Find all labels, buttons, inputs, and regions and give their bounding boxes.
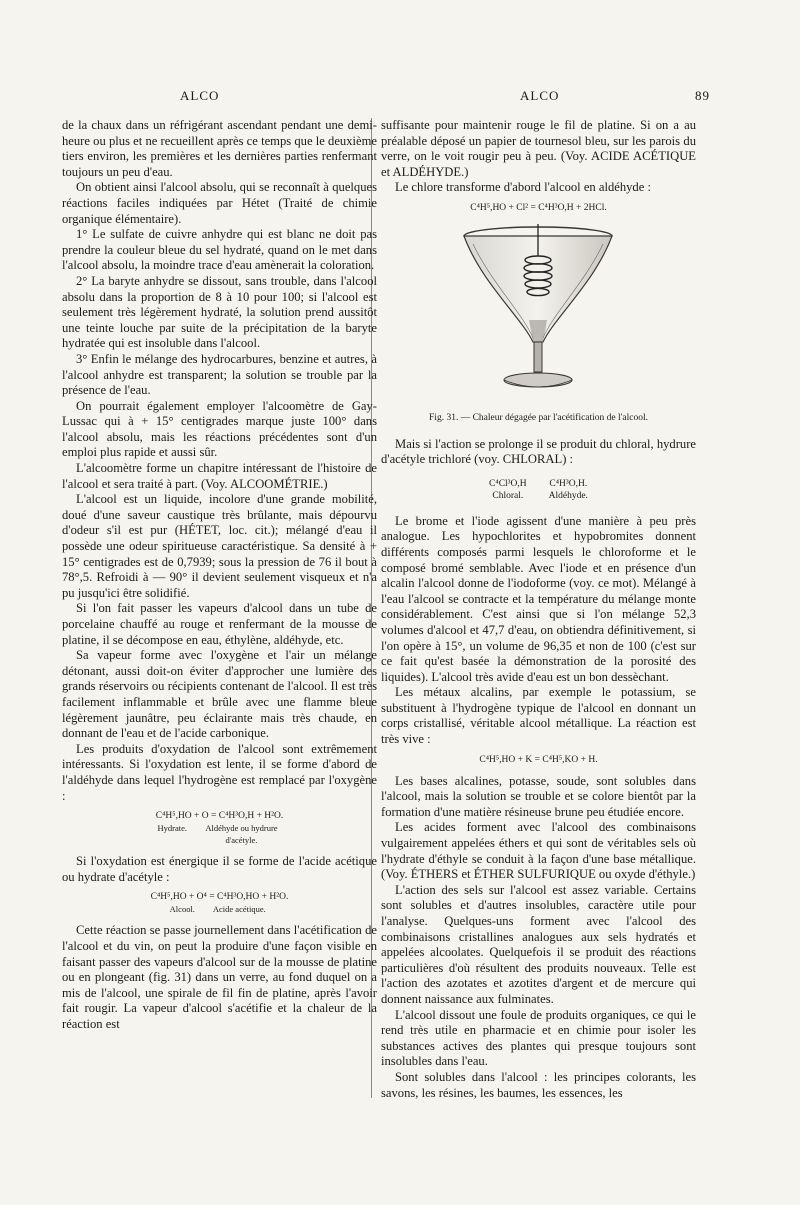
formula-aldehyde: [62, 810, 377, 846]
paragraph: Le chlore transforme d'abord l'alcool en aldéhyde :: [395, 180, 651, 195]
right-column: [381, 118, 696, 1101]
formula-line: C⁴H⁵,HO + O⁴ = C⁴H³O,HO + H²O.: [150, 892, 289, 903]
formula-acetic: [62, 891, 377, 915]
paragraph: Cette réaction se passe journellement dans l'acétification de l'alcool et du vin, on peut la produire d'une façon visible en faisant passer des vapeurs d'alcool sur de la mousse de platine ou en plongeant (fig. 31) dans un verre, au fond duquel on a mis de l'alcool, une spirale de fil fin de platine, après l'avoir fait rougir. La vapeur d'alcool s'acétifie et la chaleur de la réaction est: [62, 923, 377, 1031]
paragraph: L'action des sels sur l'alcool est assez variable. Certains sont solubles et d'autres insolubles, caractère utile pour l'analyse. Quelques-uns forment avec l'alcool des combinaisons cristallines analogues aux sels hydratés et appelées alcoolates. Quelquefois il se produit des réactions particulières d'où résultent des produits nouveaux. Telle est l'action des azotates et azotites d'argent et de mercure qui donnent naissance aux fulminates.: [381, 882, 696, 1006]
formula-label: Aldéhyde ou hydrure d'acétyle.: [205, 823, 278, 846]
paragraph: L'alcool est un liquide, incolore d'une grande mobilité, doué d'une saveur caustique très brûlante, mais dépourvu d'odeur s'il est pur (HÉTET, loc. cit.); mélangé d'eau il possède une odeur spiritueuse caractéristique. Sa densité à + 15° centigrades est de 0,7939; sous la pression de 76 il bout à 78°,5. Refroidi à — 90° il devient seulement visqueux et n'a pu jusqu'ici être solidifié.: [62, 492, 377, 600]
glass-with-platinum-spiral-illustration: [451, 222, 626, 402]
paragraph: Mais si l'action se prolonge il se produit du chloral, hydrure d'acétyle trichloré (voy. CHLORAL) :: [381, 436, 696, 467]
paragraph: Le brome et l'iode agissent d'une manière à peu près analogue. Les hypochlorites et hypobromites donnent différents composés parmi lesquels le chloroforme et le composé bromé semblable. Avec l'iode et en présence d'un alcalin l'alcool donne de l'iodoforme (voy. ce mot). Mélangé à l'eau l'alcool se contracte et la température du mélange monte considérablement. C'est ainsi que si l'on mélange 52,3 volumes d'alcool et 47,7 d'eau, on obtiendra définitivement, si l'on opère à 15°, un volume de 96,35 et non de 100 (c'est sur ce fait qu'est basée la démonstration de la porosité des liquides). L'alcool très avide d'eau est un bon dessèchant.: [381, 513, 696, 684]
paragraph: Les bases alcalines, potasse, soude, sont solubles dans l'alcool, mais la solution se trouble et se colore bientôt par la formation d'une matière résineuse brune peu étudiée encore.: [381, 773, 696, 819]
paragraph: Si l'oxydation est énergique il se forme de l'acide acétique ou hydrate d'acétyle :: [62, 854, 377, 884]
formula-chloral-text: C⁴Cl³O,H: [489, 478, 527, 489]
figure-31-illustration: [381, 222, 696, 407]
paragraph: Les acides forment avec l'alcool des combinaisons vulgairement appelées éthers et qui sont de véritables sels où l'hydrate d'éthyle se conduit à la façon d'une base métallique. (Voy. ÉTHERS et ÉTHER SULFURIQUE ou oxyde d'éthyle.): [381, 820, 696, 882]
formula-chloral: [381, 478, 696, 502]
formula-aldehyde-text: C⁴H³O,H.: [549, 478, 588, 489]
left-column: [62, 118, 377, 1032]
formula-label: Acide acétique.: [212, 904, 266, 915]
paragraph: Les métaux alcalins, par exemple le potassium, se substituent à l'hydrogène typique de l'alcool en donnant un corps cristallisé, véritable alcool métallique. La réaction est très vive :: [381, 685, 696, 747]
running-header: [60, 88, 710, 108]
figure-caption: Fig. 31. — Chaleur dégagée par l'acétification de l'alcool.: [429, 412, 648, 423]
header-right-title: ALCO: [520, 88, 560, 103]
page-number: 89: [695, 88, 710, 103]
formula-line: C⁴H⁵,HO + O = C⁴H³O,H + H²O.: [155, 811, 284, 822]
paragraph: de la chaux dans un réfrigérant ascendant pendant une demi-heure ou plus et ne recueillent après ce temps que le deuxième tiers environ, les premières et les dernières parties renfermant toujours un peu d'eau.: [62, 118, 377, 179]
formula-cell: [489, 478, 527, 502]
paragraph: Sa vapeur forme avec l'oxygène et l'air un mélange détonant, aussi doit-on éviter d'approcher une lumière des grands réservoirs ou récipients contenant de l'alcool. Il est très facilement inflammable et brûle avec une flamme bleue légèrement jaunâtre, peu éclairante mais très chaude, en donnant de l'eau et de l'acide carbonique.: [62, 648, 377, 741]
paragraph: On obtient ainsi l'alcool absolu, qui se reconnaît à quelques réactions faciles indiquées par Hétet (Traité de chimie organique élémentaire).: [62, 180, 377, 226]
paragraph: L'alcoomètre forme un chapitre intéressant de l'histoire de l'alcool et sera traité à part. (Voy. ALCOOMÉTRIE.): [62, 461, 377, 491]
formula-potassium: [381, 754, 696, 766]
paragraph: Les produits d'oxydation de l'alcool sont extrêmement intéressants. Si l'oxydation est lente, il se forme d'abord de l'aldéhyde dans lequel l'hydrogène est remplacé par l'oxygène :: [62, 741, 377, 803]
formula-line: C⁴H⁵,HO + K = C⁴H⁵,KO + H.: [479, 754, 598, 765]
formula-chlorine: [381, 202, 696, 214]
paragraph: On pourrait également employer l'alcoomètre de Gay-Lussac qui à + 15° centigrades marque juste 100° dans l'alcool absolu, mais les réactions précédentes sont d'un emploi plus rapide et aussi sûr.: [62, 398, 377, 460]
paragraph: 2° La baryte anhydre se dissout, sans trouble, dans l'alcool absolu dans la proportion de 8 à 10 pour 100; si l'alcool est seulement très légèrement hydraté, la solution prend aussitôt une teinte louche par suite de la précipitation de la baryte hydratée qui est insoluble dans l'alcool.: [62, 273, 377, 351]
formula-label: Chloral.: [492, 490, 524, 501]
formula-line: C⁴H⁵,HO + Cl² = C⁴H³O,H + 2HCl.: [470, 202, 607, 213]
paragraph: 1° Le sulfate de cuivre anhydre qui est blanc ne doit pas prendre la couleur bleue du sel hydraté, quand on le met dans l'alcool absolu, la moindre trace d'eau amènerait la coloration.: [62, 227, 377, 273]
paragraph: suffisante pour maintenir rouge le fil de platine. Si on a au préalable déposé un papier de tournesol bleu, sur les parois du verre, on le voit rougir peu à peu. (Voy. ACIDE ACÉTIQUE et ALDÉHYDE.): [381, 118, 696, 179]
paragraph: 3° Enfin le mélange des hydrocarbures, benzine et autres, à l'alcool anhydre est transparent; la solution se trouble par la présence de l'eau.: [62, 351, 377, 398]
paragraph: Si l'on fait passer les vapeurs d'alcool dans un tube de porcelaine chauffé au rouge et renfermant de la mousse de platine, il se décompose en eau, éthylène, aldéhyde, etc.: [62, 601, 377, 647]
paragraph: Sont solubles dans l'alcool : les principes colorants, les savons, les résines, les baumes, les essences, les: [381, 1069, 696, 1100]
header-left-title: ALCO: [180, 88, 220, 103]
paragraph: L'alcool dissout une foule de produits organiques, ce qui le rend très utile en pharmacie et en chimie pour isoler les substances actives des plantes qui presque toujours sont insolubles dans l'eau.: [381, 1007, 696, 1069]
formula-label: Alcool.: [169, 904, 195, 915]
formula-cell: [549, 478, 588, 502]
formula-label: Aldéhyde.: [548, 490, 588, 501]
formula-label: Hydrate.: [157, 823, 188, 834]
